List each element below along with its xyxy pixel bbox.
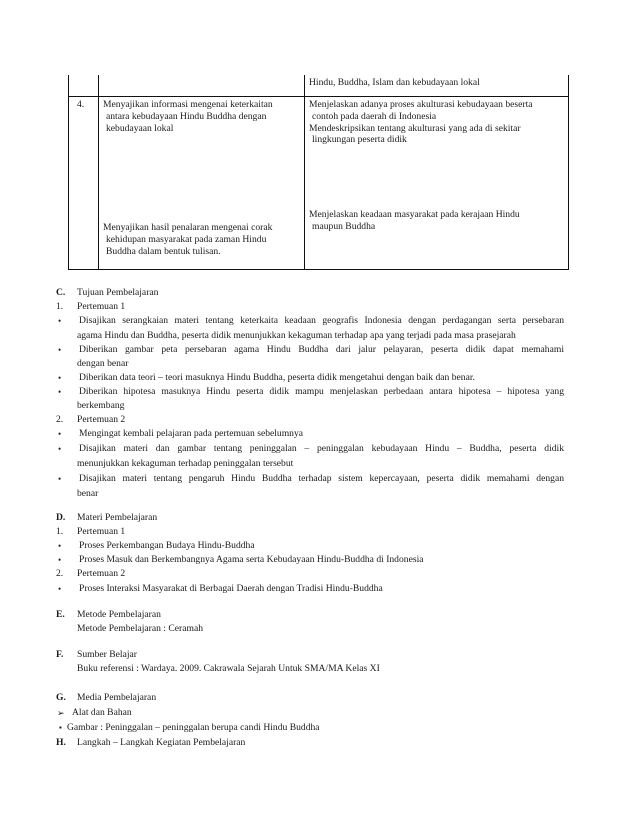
table-cell-line: contoh pada daerah di Indonesia xyxy=(312,110,437,122)
table-cell-line: kehidupan masyarakat pada zaman Hindu xyxy=(106,233,267,245)
table-cell-indicator-bottom xyxy=(103,222,272,257)
table-cell-line: kebudayaan lokal xyxy=(106,122,174,134)
objective-text: Disajikan materi dan gambar tentang peninggalan – peninggalan kebudayaan Hindu – Buddha, peserta didik xyxy=(79,443,564,454)
objective-text: Diberikan hipotesa masuknya Hindu peserta didik mampu menjelaskan perbedaan antara hipotesa – hipotesa yang xyxy=(79,386,564,397)
meeting-number: 2. xyxy=(56,568,64,579)
table-cell-top-row: Hindu, Buddha, Islam dan kebudayaan lokal xyxy=(309,77,480,88)
bullet-icon: • xyxy=(58,541,62,551)
bullet-icon: • xyxy=(58,373,62,383)
media-item: Gambar : Peninggalan – peninggalan berupa candi Hindu Buddha xyxy=(67,722,320,733)
media-subtitle: Alat dan Bahan xyxy=(72,707,132,718)
bullet-icon: • xyxy=(58,555,62,565)
objective-text: Diberikan data teori – teori masuknya Hindu Buddha, peserta didik mengetahui dengan baik dan benar. xyxy=(79,372,475,383)
section-e-title: Metode Pembelajaran xyxy=(77,609,161,620)
table-cell-indicator-top xyxy=(103,99,273,134)
bullet-icon: • xyxy=(58,429,62,439)
table-cell-line: Mendeskripsikan tentang akulturasi yang ada di sekitar xyxy=(309,122,521,134)
table-cell-line: Buddha dalam bentuk tulisan. xyxy=(106,245,221,257)
table-cell-objective-top xyxy=(309,99,533,146)
material-text: Proses Masuk dan Berkembangnya Agama serta Kebudayaan Hindu-Buddha di Indonesia xyxy=(79,554,424,565)
table-cell-line: maupun Buddha xyxy=(312,220,376,232)
section-h-title: Langkah – Langkah Kegiatan Pembelajaran xyxy=(77,737,246,748)
meeting-number: 1. xyxy=(56,526,64,537)
reference-text: Buku referensi : Wardaya. 2009. Cakrawala Sejarah Untuk SMA/MA Kelas XI xyxy=(77,663,380,674)
bullet-icon: • xyxy=(58,474,62,484)
objective-text: agama Hindu dan Buddha, peserta didik menunjukkan kekaguman terhadap apa yang terjadi pada masa prasejarah xyxy=(77,330,516,341)
objective-text: Disajikan materi tentang pengaruh Hindu Buddha terhadap sistem kepercayaan, peserta didik memahami dengan xyxy=(79,473,564,484)
table-cell-line: antara kebudayaan Hindu Buddha dengan xyxy=(106,110,267,122)
section-d-letter: D. xyxy=(56,512,66,523)
meeting-title: Pertemuan 1 xyxy=(77,526,126,537)
table-column-divider xyxy=(304,75,305,269)
meeting-title: Pertemuan 2 xyxy=(77,414,126,425)
table-cell-line: Menjelaskan keadaan masyarakat pada kerajaan Hindu xyxy=(309,209,520,220)
competency-table xyxy=(68,75,569,270)
objective-text: Diberikan gambar peta persebaran agama Hindu Buddha dari jalur pelayaran, peserta didik dapat memahami xyxy=(79,344,564,355)
section-f-title: Sumber Belajar xyxy=(77,649,137,660)
objective-text: berkembang xyxy=(77,400,125,411)
material-text: Proses Interaksi Masyarakat di Berbagai Daerah dengan Tradisi Hindu-Buddha xyxy=(79,583,383,594)
section-c-letter: C. xyxy=(56,287,66,298)
method-text: Metode Pembelajaran : Ceramah xyxy=(77,623,204,634)
table-cell-objective-bottom xyxy=(309,209,520,233)
section-g-letter: G. xyxy=(56,692,66,703)
bullet-icon: • xyxy=(58,584,62,594)
section-g-title: Media Pembelajaran xyxy=(77,692,157,703)
bullet-icon: • xyxy=(58,387,62,397)
arrow-bullet-icon: ➢ xyxy=(57,708,65,718)
bullet-icon: • xyxy=(58,316,62,326)
meeting-title: Pertemuan 2 xyxy=(77,568,126,579)
table-row-divider xyxy=(69,96,568,97)
section-e-letter: E. xyxy=(56,609,65,620)
objective-text: benar xyxy=(77,488,99,499)
table-row-number: 4. xyxy=(77,99,85,110)
objective-text: Mengingat kembali pelajaran pada pertemuan sebelumnya xyxy=(79,428,304,439)
objective-text: Disajikan serangkaian materi tentang keterkaita keadaan geografis Indonesia dengan perdagangan serta persebaran xyxy=(79,315,564,326)
section-f-letter: F. xyxy=(56,649,64,660)
bullet-icon: • xyxy=(58,345,62,355)
section-c-title: Tujuan Pembelajaran xyxy=(77,287,159,298)
objective-text: menunjukkan kekaguman terhadap peninggalan tersebut xyxy=(77,458,294,469)
table-cell-line: Menyajikan informasi mengenai keterkaitan xyxy=(103,99,273,110)
table-cell-line: Menyajikan hasil penalaran mengenai corak xyxy=(103,222,273,233)
objective-text: dengan benar xyxy=(77,358,129,369)
table-column-divider xyxy=(98,75,99,269)
material-text: Proses Perkembangan Budaya Hindu-Buddha xyxy=(79,540,255,551)
meeting-title: Pertemuan 1 xyxy=(77,301,126,312)
section-d-title: Materi Pembelajaran xyxy=(77,512,158,523)
meeting-number: 2. xyxy=(56,414,64,425)
section-h-letter: H. xyxy=(56,737,66,748)
bullet-icon: • xyxy=(58,444,62,454)
square-bullet-icon: ▪ xyxy=(59,723,62,732)
table-cell-line: Menjelaskan adanya proses akulturasi kebudayaan beserta xyxy=(309,99,533,110)
table-cell-line: lingkungan peserta didik xyxy=(312,134,407,146)
meeting-number: 1. xyxy=(56,301,64,312)
